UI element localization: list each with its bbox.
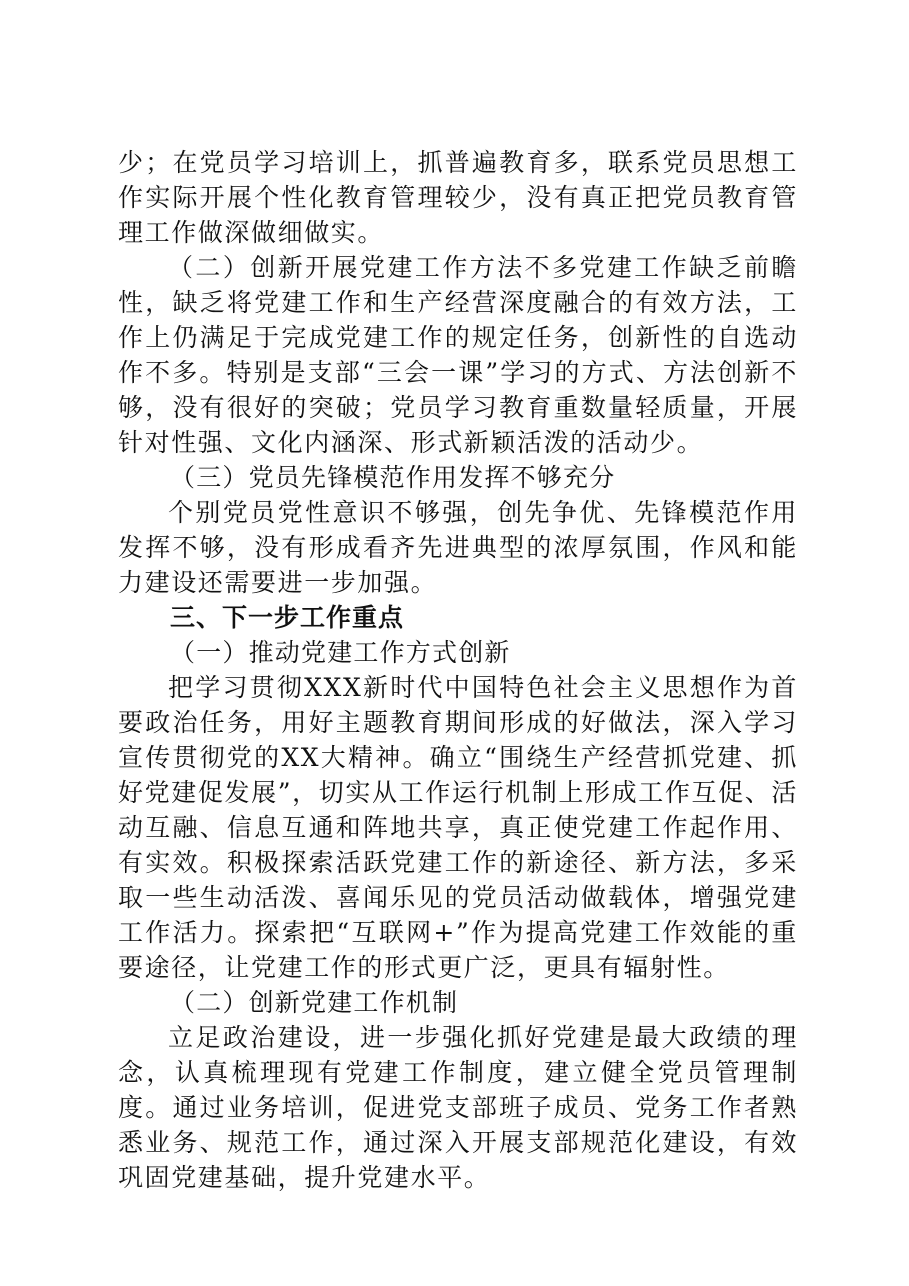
subheading-mechanism-innovation: （二）创新党建工作机制	[170, 988, 459, 1017]
paragraph-vanguard-role: 个别党员党性意识不够强，创先争优、先锋模范作用发挥不够，没有形成看齐先进典型的浓厚氛围，作风和能力建设还需要进一步加强。	[118, 498, 798, 597]
subheading-method-innovation: （一）推动党建工作方式创新	[170, 638, 511, 667]
subheading-vanguard-role: （三）党员先锋模范作用发挥不够充分	[170, 463, 616, 492]
paragraph-innovation-methods: （二）创新开展党建工作方法不多党建工作缺乏前瞻性，缺乏将党建工作和生产经营深度融合的有效方法，工作上仍满足于完成党建工作的规定任务，创新性的自选动作不多。特别是支部“三会一课”学习的方式、方法创新不够，没有很好的突破；党员学习教育重数量轻质量，开展针对性强、文化内涵深、形式新颖活泼的活动少。	[118, 253, 798, 457]
section-heading-next-steps: 三、下一步工作重点	[170, 603, 405, 632]
paragraph-mechanism-innovation: 立足政治建设，进一步强化抓好党建是最大政绩的理念，认真梳理现有党建工作制度，建立健全党员管理制度。通过业务培训，促进党支部班子成员、党务工作者熟悉业务、规范工作，通过深入开展支部规范化建设，有效巩固党建基础，提升党建水平。	[118, 1023, 798, 1192]
paragraph-continuation: 少；在党员学习培训上，抓普遍教育多，联系党员思想工作实际开展个性化教育管理较少，没有真正把党员教育管理工作做深做细做实。	[118, 148, 798, 247]
paragraph-method-innovation: 把学习贯彻XXX新时代中国特色社会主义思想作为首要政治任务，用好主题教育期间形成的好做法，深入学习宣传贯彻党的XX大精神。确立“围绕生产经营抓党建、抓好党建促发展”，切实从工作运行机制上形成工作互促、活动互融、信息互通和阵地共享，真正使党建工作起作用、有实效。积极探索活跃党建工作的新途径、新方法，多采取一些生动活泼、喜闻乐见的党员活动做载体，增强党建工作活力。探索把“互联网+”作为提高党建工作效能的重要途径，让党建工作的形式更广泛，更具有辐射性。	[118, 673, 798, 982]
document-body	[118, 145, 798, 1195]
